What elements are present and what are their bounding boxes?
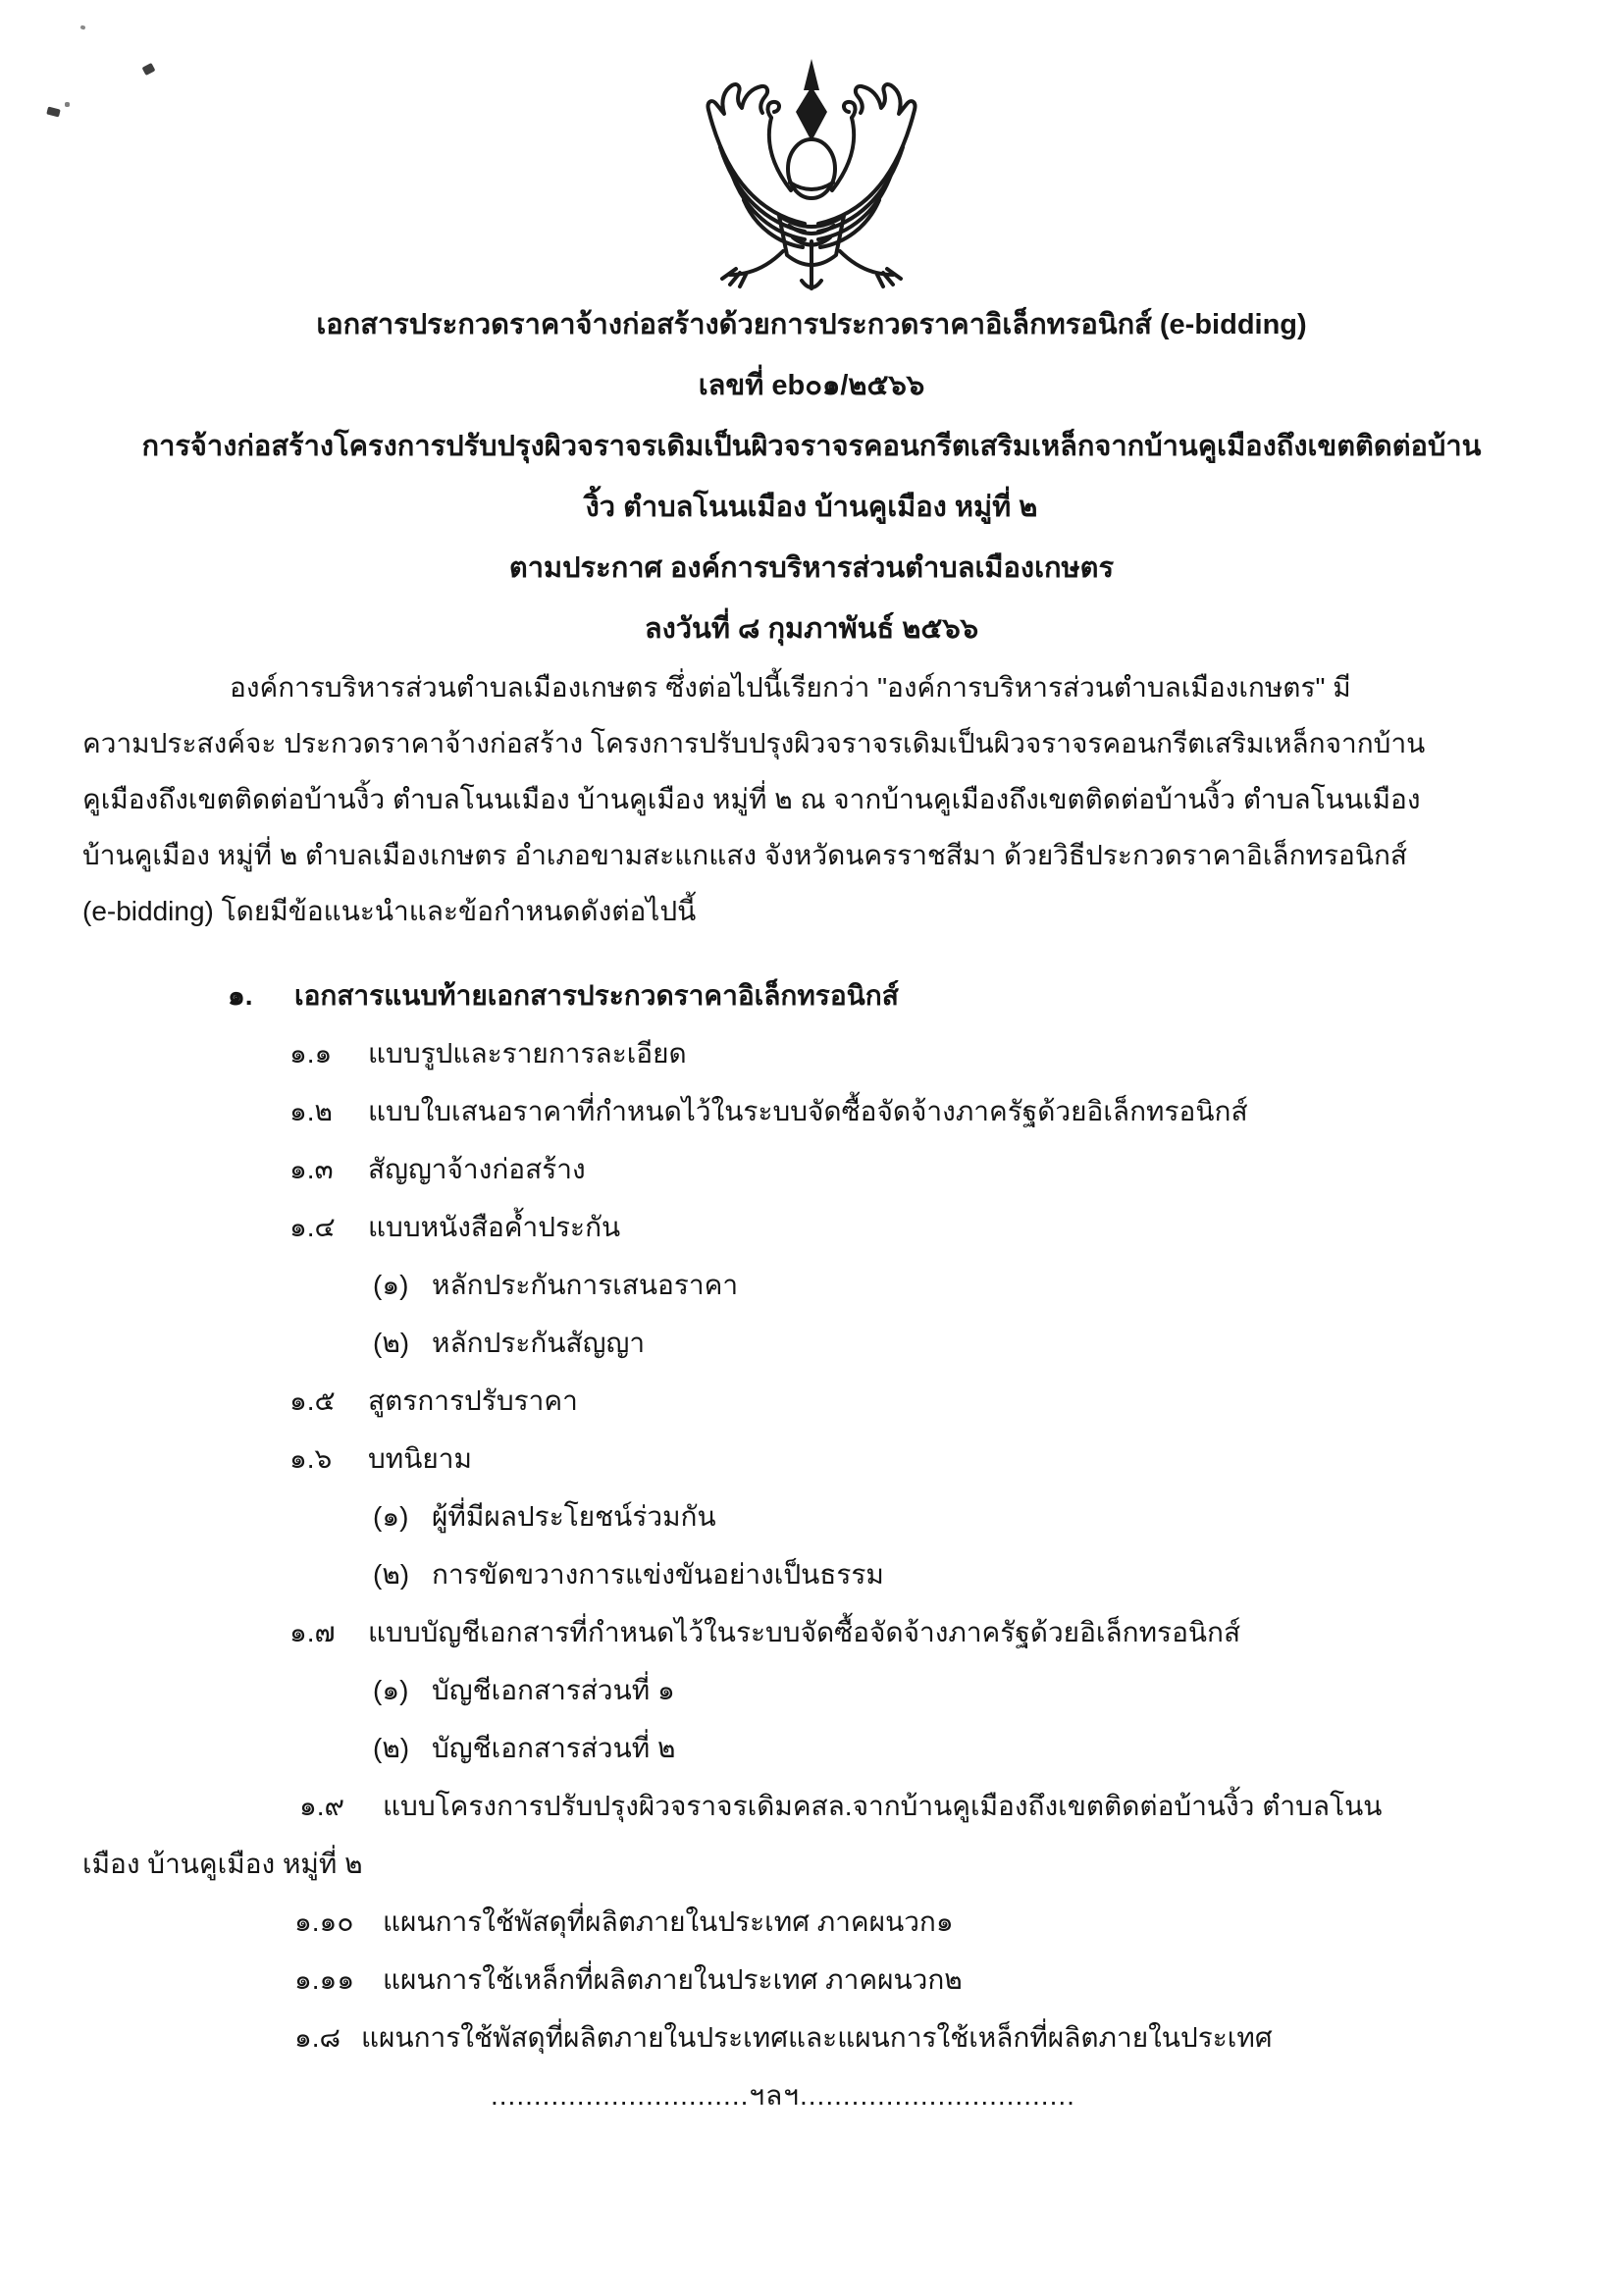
list-item [82, 1140, 1541, 1198]
list-item-number: (๒) [373, 1559, 410, 1590]
subject-line-1: การจ้างก่อสร้างโครงการปรับปรุงผิวจราจรเดิมเป็นผิวจราจรคอนกรีตเสริมเหล็กจากบ้านคูเมืองถึงเขตติดต่อบ้าน [141, 431, 1482, 462]
list-item-number: (๒) [373, 1328, 410, 1358]
date-line: ลงวันที่ ๘ กุมภาพันธ์ ๒๕๖๖ [644, 613, 979, 645]
paragraph-line: (e-bidding) โดยมีข้อแนะนำและข้อกำหนดดังต่อไปนี้ [82, 896, 697, 926]
list-item-number: ๑.๗ [289, 1617, 336, 1647]
list-subitem [82, 1487, 1541, 1545]
section-number: ๑. [228, 980, 253, 1011]
list-item-text: แบบบัญชีเอกสารที่กำหนดไว้ในระบบจัดซื้อจัดจ้างภาครัฐด้วยอิเล็กทรอนิกส์ [368, 1617, 1241, 1647]
list-item-number: (๑) [373, 1270, 409, 1300]
subject-line-2: งิ้ว ตำบลโนนเมือง บ้านคูเมือง หมู่ที่ ๒ [585, 492, 1038, 523]
list-subitem [82, 1661, 1541, 1719]
list-item-continuation: เมือง บ้านคูเมือง หมู่ที่ ๒ [82, 1849, 363, 1879]
list-item-text: แผนการใช้พัสดุที่ผลิตภายในประเทศและแผนการใช้เหล็กที่ผลิตภายในประเทศ [361, 2022, 1273, 2053]
list-item [82, 1082, 1541, 1140]
list-item-number: ๑.๓ [289, 1154, 334, 1184]
document-header [0, 0, 1623, 659]
list-subitem [82, 1545, 1541, 1603]
list-subitem [82, 1314, 1541, 1372]
garuda-emblem [0, 47, 1623, 294]
list-item [82, 1777, 1541, 1835]
document-number: เลขที่ eb๐๑/๒๕๖๖ [698, 370, 925, 401]
list-item-text: แบบรูปและรายการละเอียด [368, 1038, 687, 1069]
list-item-text: แผนการใช้พัสดุที่ผลิตภายในประเทศ ภาคผนวก๑ [383, 1906, 954, 1937]
list-item-number: ๑.๖ [289, 1443, 333, 1474]
list-subitem [82, 1719, 1541, 1777]
section-heading [82, 966, 1541, 1024]
list-item [82, 1430, 1541, 1487]
list-subitem [82, 1256, 1541, 1314]
list-item [82, 1603, 1541, 1661]
et-cetera-line: ..............................ฯลฯ................................ [491, 2080, 1075, 2111]
list-item-number: ๑.๑๐ [294, 1906, 354, 1937]
document-body [0, 659, 1623, 2124]
list-item-text: แบบใบเสนอราคาที่กำหนดไว้ในระบบจัดซื้อจัดจ้างภาครัฐด้วยอิเล็กทรอนิกส์ [368, 1096, 1248, 1126]
list-item-text: การขัดขวางการแข่งขันอย่างเป็นธรรม [432, 1559, 884, 1590]
list-item-text: สัญญาจ้างก่อสร้าง [368, 1154, 586, 1184]
list-item-number: (๑) [373, 1675, 409, 1705]
list-item [82, 1372, 1541, 1430]
list-item-number: ๑.๙ [299, 1791, 345, 1821]
paragraph-line: คูเมืองถึงเขตติดต่อบ้านงิ้ว ตำบลโนนเมือง บ้านคูเมือง หมู่ที่ ๒ ณ จากบ้านคูเมืองถึงเขตติดต่อบ้านงิ้ว ตำบลโนนเมือง [82, 784, 1421, 814]
list-item-number: ๑.๒ [289, 1096, 334, 1126]
list-item-number: ๑.๘ [294, 2022, 341, 2053]
list-item-number: (๑) [373, 1501, 409, 1532]
paragraph-line: องค์การบริหารส่วนตำบลเมืองเกษตร ซึ่งต่อไปนี้เรียกว่า "องค์การบริหารส่วนตำบลเมืองเกษตร" มี [230, 672, 1351, 703]
list-item [82, 1024, 1541, 1082]
paragraph-line: ความประสงค์จะ ประกวดราคาจ้างก่อสร้าง โครงการปรับปรุงผิวจราจรเดิมเป็นผิวจราจรคอนกรีตเสริมเหล็กจากบ้าน [82, 728, 1426, 758]
section-title: เอกสารแนบท้ายเอกสารประกวดราคาอิเล็กทรอนิกส์ [294, 980, 899, 1011]
announcement-line: ตามประกาศ องค์การบริหารส่วนตำบลเมืองเกษตร [508, 552, 1115, 584]
list-item-number: ๑.๑ [289, 1038, 333, 1069]
list-item-text: แผนการใช้เหล็กที่ผลิตภายในประเทศ ภาคผนวก๒ [383, 1964, 963, 1995]
list-item-text: สูตรการปรับราคา [368, 1385, 578, 1416]
list-item-number: ๑.๕ [289, 1385, 336, 1416]
list-item [82, 1198, 1541, 1256]
list-item-text: แบบโครงการปรับปรุงผิวจราจรเดิมคสล.จากบ้านคูเมืองถึงเขตติดต่อบ้านงิ้ว ตำบลโนน [383, 1791, 1383, 1821]
list-item-text: บัญชีเอกสารส่วนที่ ๑ [432, 1675, 675, 1705]
document-title: เอกสารประกวดราคาจ้างก่อสร้างด้วยการประกวดราคาอิเล็กทรอนิกส์ (e-bidding) [316, 309, 1307, 340]
list-item-text: บัญชีเอกสารส่วนที่ ๒ [432, 1733, 676, 1763]
list-item-text: บทนิยาม [368, 1443, 472, 1474]
scan-speck [65, 102, 70, 107]
list-item-number: (๒) [373, 1733, 410, 1763]
list-item [82, 2009, 1541, 2066]
paragraph-line: บ้านคูเมือง หมู่ที่ ๒ ตำบลเมืองเกษตร อำเภอขามสะแกแสง จังหวัดนครราชสีมา ด้วยวิธีประกวดราคาอิเล็กทรอนิกส์ [82, 840, 1408, 870]
list-item-text: หลักประกันสัญญา [432, 1328, 646, 1358]
list-item [82, 1893, 1541, 1951]
list-item-text: ผู้ที่มีผลประโยชน์ร่วมกัน [432, 1501, 716, 1532]
list-item-text: หลักประกันการเสนอราคา [432, 1270, 739, 1300]
list-item-number: ๑.๑๑ [294, 1964, 355, 1995]
list-item-text: แบบหนังสือค้ำประกัน [368, 1212, 621, 1242]
list-item-number: ๑.๔ [289, 1212, 336, 1242]
list-item [82, 1951, 1541, 2009]
